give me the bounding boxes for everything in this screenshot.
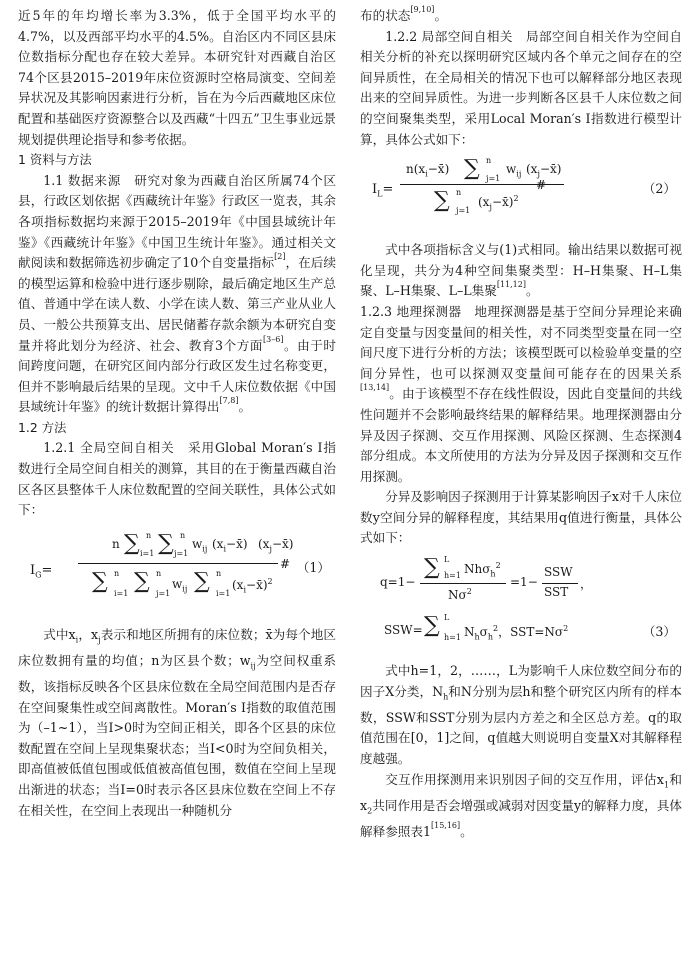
section-1-1-text-b: ，在后续的模型运算和检验中进行逐步剔除，最后确定地区生产总值、普通中学在读人数、小学在读人数、第三产业从业人员、一般公共预算支出、居民储蓄存款余额为本研究自变量并将此划分为经济、社会、教育3个方面 bbox=[18, 255, 337, 353]
eq1-den-x: $(x_i-x̄)^2$ bbox=[232, 576, 273, 595]
eq3-sst: SST bbox=[544, 585, 569, 600]
eq1-limit: j=1 bbox=[174, 548, 189, 558]
eq1-number: （1） bbox=[296, 559, 330, 575]
eq2-limit: j=1 bbox=[456, 206, 471, 216]
section-1-1-text-a: 1.1 数据来源 研究对象为西藏自治区所属74个区县，行政区划依据《西藏统计年鉴》行政区一览表，其余各项指标数据均来源于2015–2019年《中国县域统计年鉴》《西藏统计年鉴》《中国卫生统计年鉴》。通过相关文献阅读和数据筛选初步确定了10个自变量指标 bbox=[18, 172, 336, 271]
section-1-1-text-c: 。由于时间跨度问题，在研究区间内部分行政区发生过名称变更，但并不影响最后结果的呈现。文中千人床位数依据《中国县域统计年鉴》的统计数据计算得出 bbox=[18, 337, 337, 415]
section-1-2-heading: 1.2 方法 bbox=[18, 419, 67, 435]
eq3-limit: L bbox=[444, 555, 450, 565]
citation: [15,16] bbox=[430, 820, 461, 830]
eq3-limit: L bbox=[444, 613, 450, 623]
left-column bbox=[18, 6, 336, 821]
eq3-num: Nhσ$_h^2$ bbox=[464, 561, 501, 579]
eq1-xi: $(x_i-x̄)$ bbox=[212, 536, 248, 554]
eq3-sum: ∑ bbox=[424, 613, 440, 639]
eq3-q: q=1− bbox=[380, 575, 416, 590]
eq2-number: （2） bbox=[642, 181, 676, 197]
equation-2-explanation: 式中各项指标含义与(1)式相同。输出结果以数据可视化呈现，共分为4种空间集聚类型：H–H集聚、H–L集聚、L–H集聚、L–L集聚[11,12]。 bbox=[360, 242, 682, 299]
eq2-limit: n bbox=[486, 156, 492, 166]
eq3-limit: h=1 bbox=[444, 633, 461, 643]
eq2-num-tail: $(x_j-x̄)$ bbox=[526, 162, 562, 179]
eq1-lhs: $I_G=$ bbox=[30, 562, 53, 580]
section-1-2-3-paragraph: 1.2.3 地理探测器 地理探测器是基于空间分异理论来确定自变量与因变量间的相关性，对不同类型变量在同一空间尺度下进行分析的方法；该模型既可以检验单变量的空间分异性，也可以探测双变量间可能存在的因果关系[13,14]。由于该模型不存在线性假设，因此自变量间的共线性问题并不会影响最终结果的解释结果。地理探测器由分异及因子探测、交互作用探测、风险区探测、生态探测4部分组成。本文所使用的方法为分异及因子探测和交互作用探测。 bbox=[360, 303, 682, 484]
citation: [11,12] bbox=[496, 280, 526, 290]
section-1-1-text-d: 。 bbox=[238, 399, 252, 415]
eq1-sum: ∑ bbox=[124, 530, 140, 556]
eq1-sum: ∑ bbox=[92, 568, 108, 594]
equation-2 bbox=[360, 156, 682, 234]
eq3-comma: ， bbox=[580, 577, 593, 592]
eq3-eq-mid: =1− bbox=[510, 575, 538, 590]
eq2-sum: ∑ bbox=[434, 188, 450, 214]
eq3-fraction-bar bbox=[542, 583, 578, 584]
eq1-xj: $(x_j-x̄)$ bbox=[258, 536, 294, 554]
intro-paragraph: 近5年的年均增长率为3.3%，低于全国平均水平的4.7%，以及西部平均水平的4.5%。自治区内不同区县床位数指标分配也存在较大差异。本研究针对西藏自治区74个区县2015–2019年床位资源时空格局演变、空间差异状况及其影响因素进行分析，旨在为今后西藏地区床位配置和基础医疗资源整合以及西藏“十四五”卫生事业远景规划提供理论指导和参考依据。 bbox=[18, 8, 336, 147]
eq2-sum: ∑ bbox=[464, 156, 480, 182]
citation: [9,10] bbox=[410, 5, 435, 14]
eq3-limit: h=1 bbox=[444, 571, 461, 581]
citation: [13,14] bbox=[360, 383, 390, 393]
eq3-number: （3） bbox=[642, 624, 676, 640]
eq2-limit: n bbox=[456, 188, 462, 198]
eq1-hash: # bbox=[280, 556, 291, 571]
eq1-limit: n bbox=[146, 530, 152, 540]
section-1-2-1-paragraph: 1.2.1 全局空间自相关 采用Global Moran′s I指数进行全局空间自相关的测算，其目的在于衡量西藏自治区各区县整体千人床位数配置的空间关联性，具体公式如下： bbox=[18, 440, 336, 518]
eq3-den: $N\sigma^2$ bbox=[448, 587, 472, 603]
interaction-paragraph: 交互作用探测用来识别因子间的交互作用，评估$x_1$和$x_2$共同作用是否会增强或减弱对因变量y的解释力度，具体解释参照表1[15,16]。 bbox=[360, 771, 682, 839]
eq1-limit: i=1 bbox=[216, 588, 231, 598]
citation: [2] bbox=[274, 252, 286, 262]
citation: [3–6] bbox=[263, 334, 284, 344]
eq3-ssw: SSW bbox=[544, 565, 573, 580]
eq3-ssw-lhs: SSW= bbox=[384, 623, 423, 638]
eq1-limit: i=1 bbox=[140, 548, 155, 558]
eq1-limit: n bbox=[216, 568, 222, 578]
section-1-heading: 1 资料与方法 bbox=[18, 152, 92, 168]
eq3-fraction-bar bbox=[420, 583, 506, 584]
eq1-limit: n bbox=[114, 568, 120, 578]
eq2-w: $w_{ij}$ bbox=[506, 162, 522, 179]
section-1-2-2-paragraph: 1.2.2 局部空间自相关 局部空间自相关作为空间自相关分析的补充以探明研究区域内各个单元之间存在的空间异质性，在全局相关的情况下也可以解释部分地区表现出来的空间异质性。为进一步判断各区县千人床位数之间的空间聚集类型，采用Local Moran′s I指数进行模型计算，具体公式如下： bbox=[360, 28, 682, 147]
eq1-fraction-bar bbox=[78, 563, 278, 564]
eq1-limit: j=1 bbox=[156, 588, 171, 598]
eq3-ssw-term: $N_h\sigma_h^2$，$SST=N\sigma^2$ bbox=[464, 624, 569, 642]
eq1-num-n: n bbox=[112, 536, 120, 551]
eq3-sum: ∑ bbox=[424, 555, 440, 581]
eq1-limit: i=1 bbox=[114, 588, 129, 598]
equation-3 bbox=[360, 555, 682, 655]
eq2-limit: j=1 bbox=[486, 174, 501, 184]
citation: [7,8] bbox=[219, 396, 239, 406]
eq1-sum: ∑ bbox=[194, 568, 210, 594]
eq1-w: $w_{ij}$ bbox=[172, 576, 188, 594]
right-column bbox=[360, 6, 682, 842]
equation-1 bbox=[18, 527, 336, 619]
eq2-den: $(x_j-x̄)^2$ bbox=[478, 194, 519, 212]
section-1-1-paragraph bbox=[18, 171, 336, 418]
continuation-line: 布的状态[9,10]。 bbox=[360, 5, 448, 23]
equation-3-explanation: 式中h=1，2，……，L为影响千人床位数空间分布的因子X分类，$N_h$和N分别为层h和整个研究区内所有的样本数，SSW和SST分别为层内方差之和全区总方差。q的取值范围在[0，1]之间，q值越大则说明自变量X对其解释程度越强。 bbox=[360, 663, 682, 766]
eq1-sum: ∑ bbox=[158, 530, 174, 556]
equation-1-explanation: 式中$x_i$，$x_j$表示和地区所拥有的床位数；x̄为每个地区床位数拥有量的均值；n为区县个数；$w_{ij}$为空间权重系数，该指标反映各个区县床位数在全局空间范围内是否存在空间聚集性或空间离散性。Moran′s I指数的取值范围为（–1~1），当I>0时为空间正相关，即各个区县的床位数配置在空间上呈现集聚状态；当I<0时为空间负相关，即高值被低值包围或低值被高值包围，数值在空间上呈现出渐进的状态；当I=0时表示各区县床位数在空间上不存在相关性，在空间上表现出一种随机分 bbox=[18, 626, 337, 818]
eq1-limit: n bbox=[180, 530, 186, 540]
eq1-w: $w_{ij}$ bbox=[192, 536, 208, 554]
eq2-num: $n(x_i-x̄)$ bbox=[406, 162, 450, 179]
eq2-lhs: $I_L=$ bbox=[372, 182, 394, 199]
eq1-sum: ∑ bbox=[134, 568, 150, 594]
eq1-limit: n bbox=[156, 568, 162, 578]
eq2-hash: # bbox=[536, 178, 547, 193]
q-value-paragraph: 分异及影响因子探测用于计算某影响因子x对千人床位数y空间分异的解释程度，其结果用q值进行衡量，具体公式如下： bbox=[360, 489, 682, 546]
